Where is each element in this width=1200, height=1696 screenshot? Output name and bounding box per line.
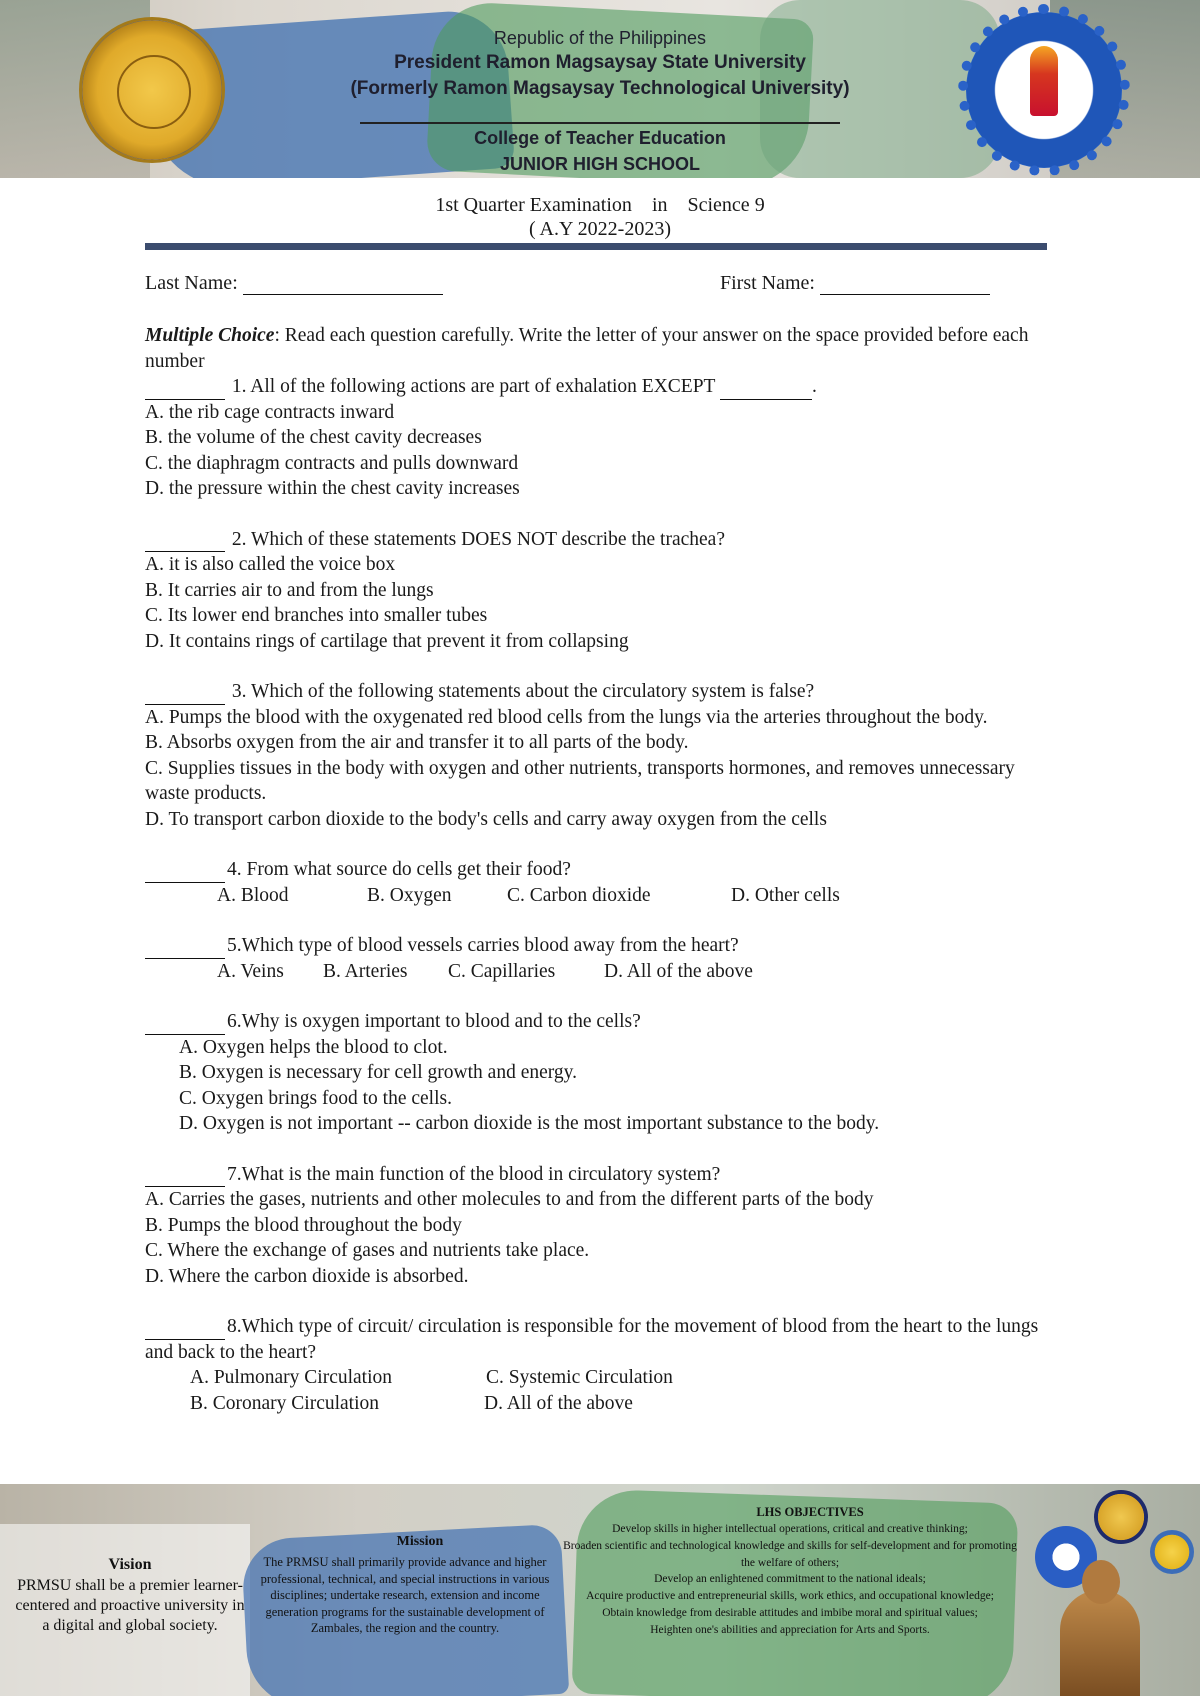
question-8	[145, 1314, 1060, 1365]
question-1-end: .	[812, 376, 817, 397]
last-name-field	[145, 272, 443, 295]
question-1	[145, 374, 1060, 400]
q8-option-b: B. Coronary Circulation	[190, 1392, 380, 1414]
question-4	[145, 857, 1060, 883]
q6-option-d: D. Oxygen is not important -- carbon dioxide is the most important substance to the body.	[179, 1113, 880, 1134]
objectives-title: LHS OBJECTIVES	[756, 1505, 864, 1519]
question-2-stem: 2. Which of these statements DOES NOT describe the trachea?	[231, 528, 725, 550]
q7-option-a: A. Carries the gases, nutrients and other molecules to and from the different parts of the body	[145, 1189, 874, 1210]
exam-title-part2: in	[651, 194, 668, 216]
instructions-label: Multiple Choice	[145, 325, 275, 346]
question-3	[145, 679, 1060, 705]
title-rule	[145, 243, 1047, 250]
instructions-text: : Read each question carefully. Write the letter of your answer on the space provided before each number	[145, 325, 1029, 372]
q7-option-b: B. Pumps the blood throughout the body	[145, 1214, 462, 1236]
q2-option-c: C. Its lower end branches into smaller tubes	[145, 605, 488, 626]
exam-content	[145, 323, 1060, 1416]
q5-option-c: C. Capillaries	[448, 960, 556, 982]
first-name-label: First Name:	[720, 272, 815, 294]
answer-blank-7[interactable]	[145, 1168, 225, 1187]
header-university: President Ramon Magsaysay State University	[394, 52, 806, 73]
question-1-stem: 1. All of the following actions are part of exhalation EXCEPT	[231, 376, 716, 397]
q8-option-d: D. All of the above	[484, 1392, 633, 1414]
mission-title: Mission	[396, 1534, 444, 1549]
vision-text: PRMSU shall be a premier learner-centered and proactive university in a digital and global society.	[15, 1577, 245, 1634]
q7-option-c: C. Where the exchange of gases and nutrients take place.	[145, 1240, 590, 1261]
q4-option-d: D. Other cells	[731, 884, 840, 906]
answer-blank-8[interactable]	[145, 1321, 225, 1340]
q2-option-b: B. It carries air to and from the lungs	[145, 579, 434, 601]
exam-title-part3: Science 9	[687, 194, 765, 216]
vision-title: Vision	[108, 1556, 152, 1573]
q4-option-b: B. Oxygen	[367, 884, 452, 906]
q1-option-b: B. the volume of the chest cavity decreases	[145, 427, 482, 448]
q8-option-c: C. Systemic Circulation	[486, 1367, 673, 1388]
q6-option-a: A. Oxygen helps the blood to clot.	[179, 1036, 448, 1058]
header-republic: Republic of the Philippines	[493, 28, 707, 48]
q8-options-row2	[145, 1391, 1060, 1417]
question-4-stem: 4. From what source do cells get their food?	[227, 859, 571, 880]
q3-option-b: B. Absorbs oxygen from the air and transfer it to all parts of the body.	[145, 732, 689, 753]
q8-option-a: A. Pulmonary Circulation	[190, 1367, 393, 1388]
q5-option-a: A. Veins	[217, 960, 284, 982]
q5-option-b: B. Arteries	[323, 960, 408, 982]
first-name-blank[interactable]	[820, 276, 990, 295]
question-5	[145, 933, 1060, 959]
exam-title	[0, 194, 1200, 217]
answer-blank-3[interactable]	[145, 686, 225, 705]
q8-options-row1	[145, 1365, 1060, 1391]
header-formerly: (Formerly Ramon Magsaysay Technological University)	[350, 78, 850, 99]
q3-option-a: A. Pumps the blood with the oxygenated red blood cells from the lungs via the arteries throughout the body.	[145, 706, 988, 728]
q2-option-a: A. it is also called the voice box	[145, 554, 396, 575]
question-7	[145, 1162, 1060, 1188]
statue-head-icon	[1082, 1560, 1120, 1604]
q4-options	[145, 883, 1060, 909]
q3-option-d: D. To transport carbon dioxide to the body's cells and carry away oxygen from the cells	[145, 808, 827, 830]
answer-blank-5[interactable]	[145, 940, 225, 959]
last-name-label: Last Name:	[145, 272, 238, 294]
header-banner	[0, 0, 1200, 178]
first-name-field	[720, 272, 990, 295]
q6-option-c: C. Oxygen brings food to the cells.	[179, 1087, 452, 1109]
footer-emblem-icon	[1150, 1530, 1194, 1574]
question-6	[145, 1009, 1060, 1035]
exam-title-part1: 1st Quarter Examination	[435, 194, 632, 216]
header-school: JUNIOR HIGH SCHOOL	[499, 154, 700, 174]
q3-option-c: C. Supplies tissues in the body with oxygen and other nutrients, transports hormones, and removes unnecessary waste products.	[145, 757, 1015, 804]
question-7-stem: 7.What is the main function of the blood in circulatory system?	[227, 1163, 721, 1185]
question-8-stem: 8.Which type of circuit/ circulation is responsible for the movement of blood from the heart to the lungs and back to the heart?	[145, 1316, 1039, 1363]
objective-item: Acquire productive and entrepreneurial skills, work ethics, and occupational knowledge;	[586, 1590, 994, 1603]
objectives-list	[555, 1521, 1025, 1639]
question-2	[145, 527, 1060, 553]
objective-item: Develop an enlightened commitment to the national ideals;	[654, 1573, 926, 1586]
question-6-stem: 6.Why is oxygen important to blood and to the cells?	[227, 1011, 641, 1032]
footer-prmsu-seal-icon	[1094, 1490, 1148, 1544]
prmsu-seal-icon	[82, 20, 222, 160]
q5-option-d: D. All of the above	[604, 960, 753, 982]
answer-blank-1[interactable]	[145, 381, 225, 400]
header-college: College of Teacher Education	[474, 128, 726, 148]
mission-text: The PRMSU shall primarily provide advance and higher professional, technical, and special instructions in various disciplines; undertake research, extension and income generation programs for the sustainable development of Zambales, the region and the country.	[260, 1555, 550, 1635]
exam-year: ( A.Y 2022-2023)	[528, 218, 672, 240]
question-3-stem: 3. Which of the following statements about the circulatory system is false?	[231, 681, 815, 702]
objective-item: Broaden scientific and technological knowledge and skills for self-development and for promoting the welfare of others;	[563, 1539, 1017, 1569]
q1-option-a: A. the rib cage contracts inward	[145, 401, 395, 423]
q7-option-d: D. Where the carbon dioxide is absorbed.	[145, 1265, 469, 1287]
objective-item: Heighten one's abilities and appreciation for Arts and Sports.	[650, 1623, 930, 1636]
inline-blank-1[interactable]	[720, 381, 812, 400]
answer-blank-4[interactable]	[145, 864, 225, 883]
q2-option-d: D. It contains rings of cartilage that prevent it from collapsing	[145, 630, 629, 652]
last-name-blank[interactable]	[243, 276, 443, 295]
q4-option-c: C. Carbon dioxide	[507, 884, 651, 906]
question-5-stem: 5.Which type of blood vessels carries blood away from the heart?	[227, 935, 739, 956]
high-school-seal-icon	[966, 12, 1122, 168]
q1-option-c: C. the diaphragm contracts and pulls downward	[145, 452, 519, 474]
q5-options	[145, 959, 1060, 985]
answer-blank-6[interactable]	[145, 1016, 225, 1035]
objective-item: Obtain knowledge from desirable attitudes and imbibe moral and spiritual values;	[602, 1606, 978, 1619]
instructions	[145, 323, 1060, 374]
header-divider	[360, 122, 840, 124]
answer-blank-2[interactable]	[145, 533, 225, 552]
objective-item: Develop skills in higher intellectual operations, critical and creative thinking;	[612, 1523, 968, 1535]
q1-option-d: D. the pressure within the chest cavity increases	[145, 478, 520, 499]
magsaysay-statue-icon	[1060, 1590, 1140, 1696]
q4-option-a: A. Blood	[217, 884, 289, 906]
q6-option-b: B. Oxygen is necessary for cell growth and energy.	[179, 1062, 578, 1083]
